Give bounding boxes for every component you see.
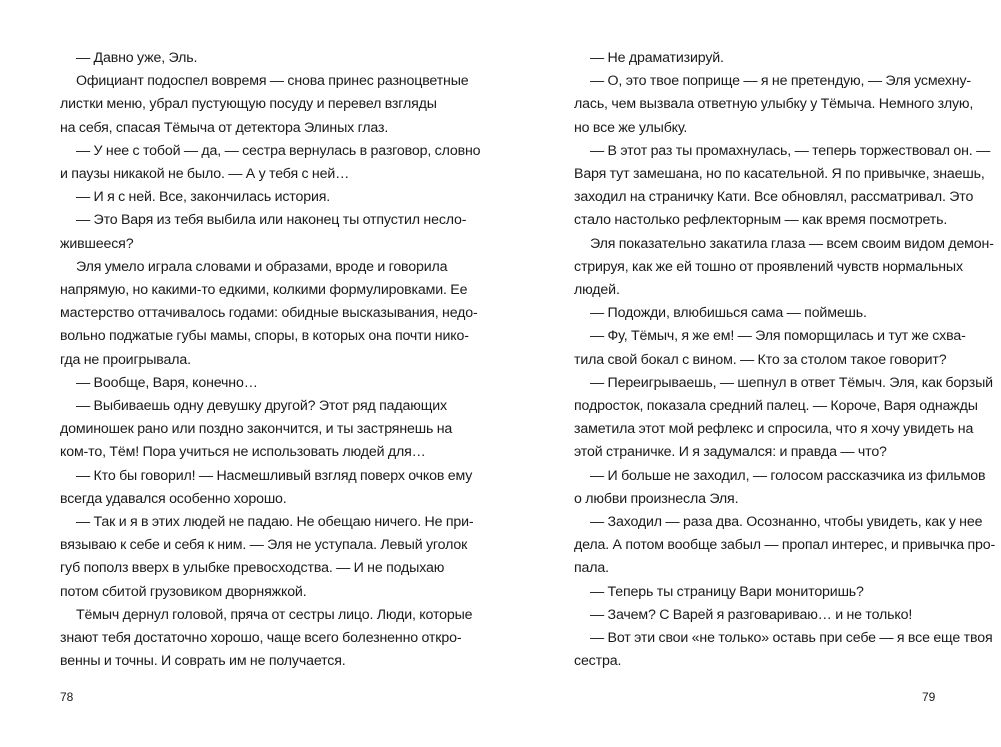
text-line: мастерство оттачивалось годами: обидные высказывания, недо- [60,305,478,322]
text-line: людей. [574,282,620,299]
text-line: Тёмыч дернул головой, пряча от сестры лицо. Люди, которые [76,606,473,623]
text-line: пала. [574,560,609,577]
text-line: Эля показательно закатила глаза — всем своим видом демон- [590,235,994,252]
paragraph [60,511,474,604]
text-line: но все же улыбку. [574,119,688,136]
text-line: — Так и я в этих людей не падаю. Не обещаю ничего. Не при- [76,514,474,531]
text-line: — У нее с тобой — да, — сестра вернулась в разговор, словно [76,142,481,159]
text-line: губ пополз вверх в улыбке превосходства. — И не подыхаю [60,560,445,577]
page-number-right: 79 [922,690,936,704]
text-line: стрируя, как же ей тошно от проявлений чувств нормальных [574,258,963,275]
paragraph [60,209,467,255]
text-line: сестра. [574,653,622,670]
paragraph [60,465,473,511]
paragraph [574,604,942,627]
paragraph [574,581,942,604]
text-line: — Заходил — раза два. Осознанно, чтобы увидеть, как у нее [590,514,983,531]
text-line: знают тебя достаточно хорошо, чаще всего болезненно откро- [60,630,462,647]
text-line: Варя тут замешана, но по касательной. Я по привычке, знаешь, [574,166,985,183]
paragraph [574,465,986,511]
paragraph [60,47,428,70]
text-line: — Переигрываешь, — шепнул в ответ Тёмыч. Эля, как борзый [590,374,993,391]
paragraph [574,372,993,465]
text-line: заходил на страничку Кати. Все обновлял, рассматривал. Это [574,189,974,206]
text-line: дела. А потом вообще забыл — пропал интерес, и привычка про- [574,537,996,554]
text-line: стало настолько рефлекторным — как время посмотреть. [574,212,948,229]
text-line: — Вообще, Варя, конечно… [76,374,258,391]
text-line: — В этот раз ты промахнулась, — теперь торжествовал он. — [590,142,991,159]
paragraph [574,70,974,140]
text-line: на себя, спасая Тёмыча от детектора Элиных глаз. [60,119,389,136]
paragraph [574,511,996,581]
text-line: подросток, показала средний палец. — Короче, Варя однажды [574,398,978,415]
paragraph [574,627,993,673]
paragraph [60,70,469,140]
text-line: — Теперь ты страницу Вари мониторишь? [590,583,864,600]
text-line: — Давно уже, Эль. [76,50,198,66]
text-line: этой страничке. И я задумался: и правда — что? [574,444,887,461]
right-page-text [574,47,996,673]
paragraph [574,47,942,70]
text-line: — Это Варя из тебя выбила или наконец ты отпустил несло- [76,212,467,229]
text-line: — Вот эти свои «не только» оставь при себе — я все еще твоя [590,630,993,647]
text-line: доминошек рано или поздно закончится, и ты застрянешь на [60,421,453,438]
paragraph [60,372,428,395]
text-line: гда не проигрывала. [60,351,191,368]
paragraph [574,233,994,303]
text-line: листки меню, убрал пустующую посуду и перевел взгляды [60,96,437,113]
text-line: Эля умело играла словами и образами, вроде и говорила [76,258,448,275]
paragraph [574,325,966,371]
paragraph [60,140,481,186]
text-line: Официант подоспел вовремя — снова принес разноцветные [76,73,469,90]
text-line: — И больше не заходил, — голосом рассказчика из фильмов [590,467,986,484]
text-line: лась, чем вызвала ответную улыбку у Тёмыча. Немного злую, [574,96,974,113]
text-line: — Подожди, влюбишься сама — поймешь. [590,305,867,322]
page-number-left: 78 [60,690,74,704]
paragraph [574,302,942,325]
text-line: венны и точны. И соврать им не получается. [60,653,346,670]
text-line: — Выбиваешь одну девушку другой? Этот ряд падающих [76,398,447,415]
text-line: всегда удавался особенно хорошо. [60,490,287,507]
paragraph [574,140,991,233]
text-line: — Не драматизируй. [590,50,724,66]
text-line: вольно поджатые губы мамы, споры, в которых она почти нико- [60,328,469,345]
text-line: — Кто бы говорил! — Насмешливый взгляд поверх очков ему [76,467,473,484]
text-line: — И я с ней. Все, закончилась история. [76,189,331,206]
text-line: — Зачем? С Варей я разговариваю… и не только! [590,606,913,623]
text-line: и паузы никакой не было. — А у тебя с ней… [60,166,350,183]
text-line: напрямую, но какими-то едкими, колкими формулировками. Ее [60,282,468,299]
text-line: тила свой бокал с вином. — Кто за столом такое говорит? [574,351,947,368]
text-line: жившееся? [60,235,134,252]
text-line: — Фу, Тёмыч, я же ем! — Эля поморщилась и тут же схва- [590,328,966,345]
paragraph [60,186,428,209]
text-line: вязываю к себе и себя к ним. — Эля не уступала. Левый уголок [60,537,468,554]
text-line: заметила этот мой рефлекс и спросила, что я хочу увидеть на [574,421,974,438]
paragraph [60,604,473,674]
paragraph [60,395,453,465]
text-line: — О, это твое поприще — я не претендую, — Эля усмехну- [590,73,971,90]
left-page-text [60,47,481,673]
text-line: о любви произнесла Эля. [574,490,739,507]
text-line: потом сбитой грузовиком дворняжкой. [60,583,307,600]
paragraph [60,256,478,372]
text-line: ком-то, Тём! Пора учиться не использовать людей для… [60,444,426,461]
